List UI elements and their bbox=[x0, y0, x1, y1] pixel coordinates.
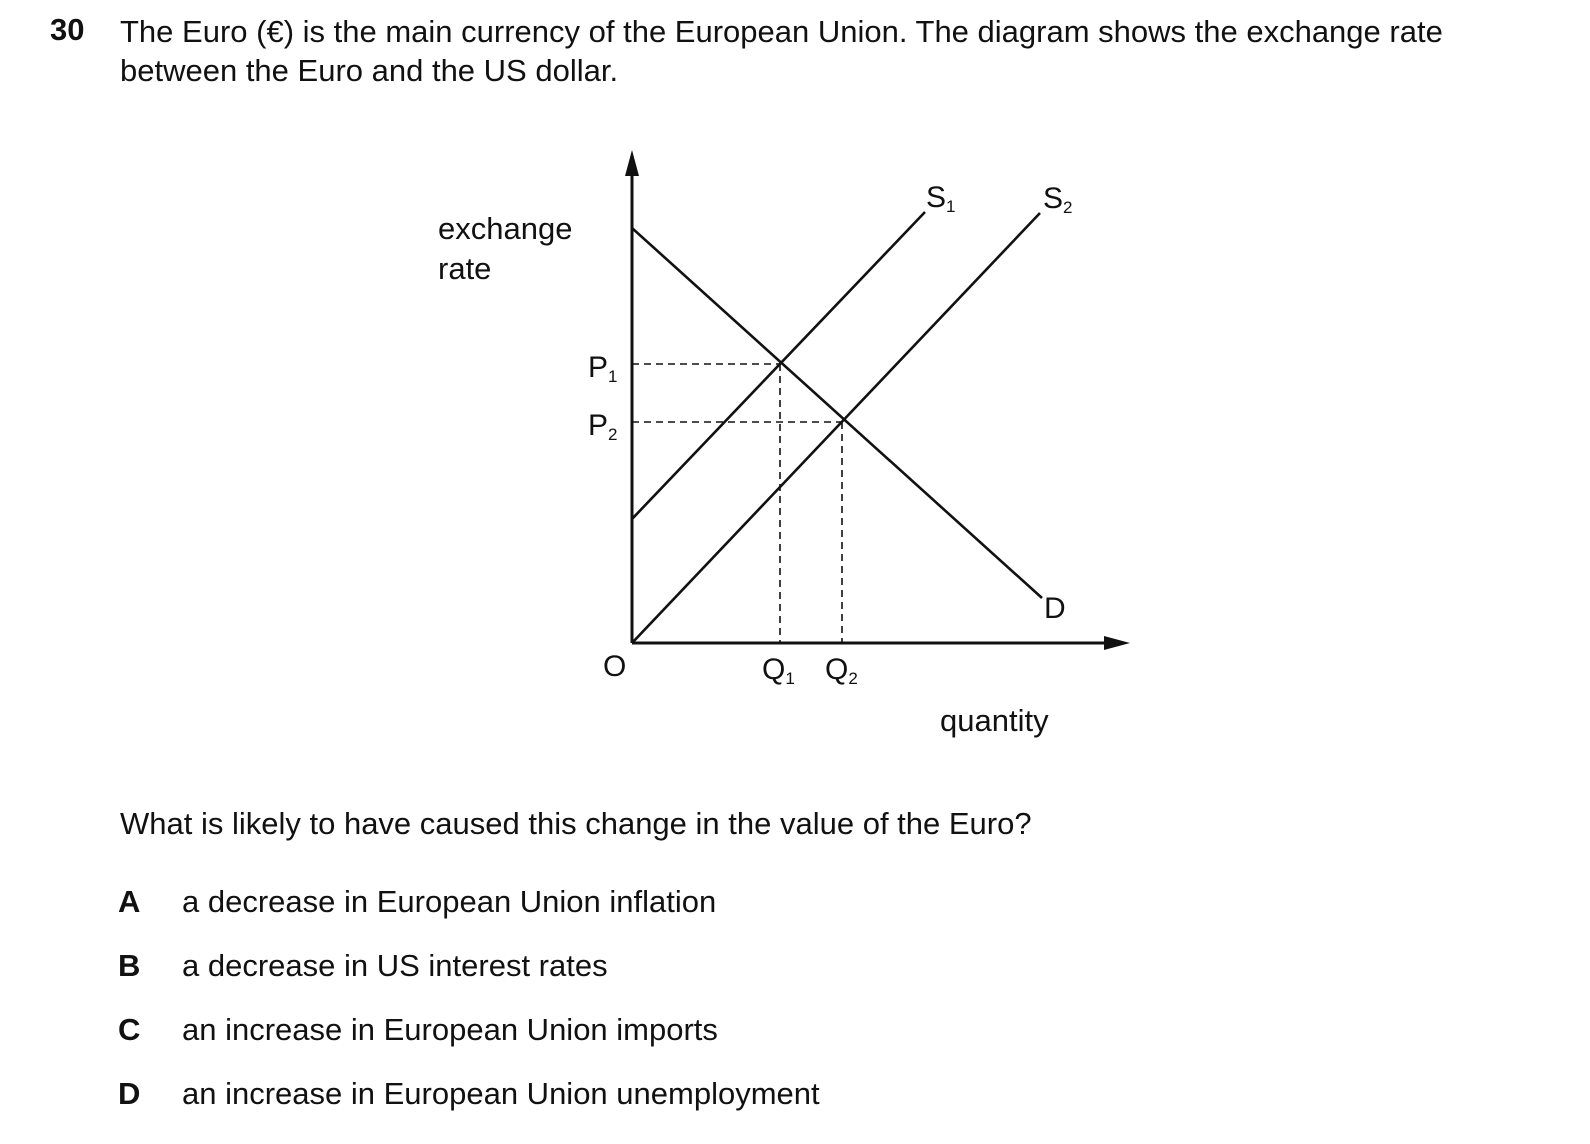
quantity-label-q2: Q2 bbox=[825, 653, 858, 688]
option-letter: B bbox=[118, 948, 141, 983]
option-letter: C bbox=[118, 1012, 141, 1047]
option-text: an increase in European Union unemployment bbox=[182, 1076, 820, 1111]
option-text: an increase in European Union imports bbox=[182, 1012, 718, 1047]
y-axis-label-line-1: exchange bbox=[438, 211, 573, 246]
stem-line-2: between the Euro and the US dollar. bbox=[120, 53, 619, 88]
stem-line-1: The Euro (€) is the main currency of the European Union. The diagram shows the exchange rate bbox=[120, 14, 1443, 49]
x-axis-label: quantity bbox=[940, 703, 1049, 738]
option-a[interactable] bbox=[118, 884, 716, 920]
origin-label: O bbox=[603, 650, 627, 683]
option-text: a decrease in European Union inflation bbox=[182, 884, 717, 919]
option-c[interactable] bbox=[118, 1012, 718, 1048]
curve-label-d: D bbox=[1044, 592, 1066, 625]
price-label-p1: P1 bbox=[588, 351, 618, 386]
supply-curve-s2 bbox=[632, 213, 1040, 643]
option-b[interactable] bbox=[118, 948, 608, 984]
curve-label-s1: S1 bbox=[926, 181, 956, 216]
option-text: a decrease in US interest rates bbox=[182, 948, 608, 983]
demand-curve bbox=[632, 228, 1042, 598]
question-prompt: What is likely to have caused this change in the value of the Euro? bbox=[120, 806, 1032, 841]
y-axis-arrowhead bbox=[625, 150, 639, 176]
x-axis-arrowhead bbox=[1104, 636, 1130, 650]
quantity-label-q1: Q1 bbox=[762, 653, 795, 688]
option-letter: A bbox=[118, 884, 141, 919]
price-label-p2: P2 bbox=[588, 409, 618, 444]
y-axis-label-line-2: rate bbox=[438, 251, 492, 286]
curve-label-s2: S2 bbox=[1043, 182, 1073, 217]
option-d[interactable] bbox=[118, 1076, 820, 1112]
question-number: 30 bbox=[50, 12, 85, 47]
option-letter: D bbox=[118, 1076, 141, 1111]
supply-curve-s1 bbox=[632, 212, 925, 519]
